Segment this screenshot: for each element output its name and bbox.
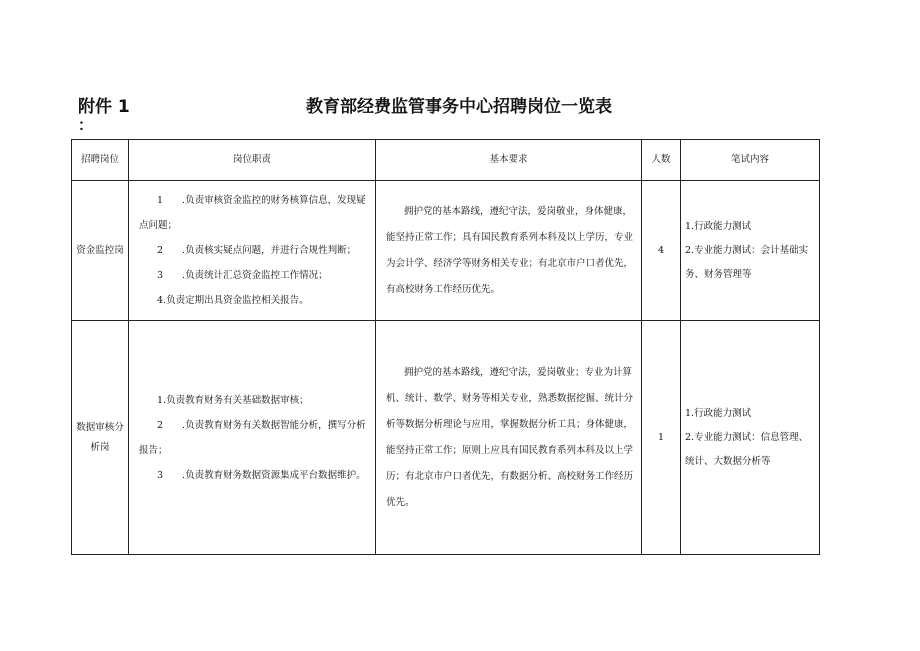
duty-item: 4.负责定期出具资金监控相关报告。	[157, 295, 309, 306]
header-exam: 笔试内容	[681, 140, 820, 181]
header-headcount: 人数	[642, 140, 681, 181]
duties-cell	[129, 321, 376, 555]
requirements-text: 拥护党的基本路线，遵纪守法，爱岗敬业，身体健康，能坚持正常工作；具有国民教育系列本科及以上学历，专业为会计学、经济学等财务相关专业；有北京市户口者优先，有高校财务工作经历优先。	[386, 205, 634, 295]
header-post: 招聘岗位	[72, 140, 129, 181]
duty-item: 1 .负责审核资金监控的财务核算信息，发现疑点问题；	[139, 195, 366, 231]
duties-cell	[129, 181, 376, 321]
table-row	[72, 321, 820, 555]
duty-item: 1.负责教育财务有关基础数据审核；	[157, 394, 309, 406]
header-duties: 岗位职责	[129, 140, 376, 181]
exam-item: 2.专业能力测试：信息管理、统计、大数据分析等	[685, 431, 809, 467]
annex-colon: ：	[78, 116, 94, 134]
requirements-cell	[376, 321, 642, 555]
duty-item: 3 .负责统计汇总资金监控工作情况；	[157, 270, 328, 281]
headcount: 1	[642, 321, 681, 555]
exam-item: 1.行政能力测试	[685, 407, 752, 419]
headcount: 4	[642, 181, 681, 321]
duty-item: 2 .负责核实疑点问题，并进行合规性判断；	[157, 245, 357, 256]
header-requirements: 基本要求	[376, 140, 642, 181]
annex-label: 附件 1	[78, 97, 130, 117]
exam-cell	[681, 181, 820, 321]
post-name: 资金监控岗	[72, 181, 129, 321]
duty-item: 3 .负责教育财务数据资源集成平台数据维护。	[157, 469, 366, 481]
duty-item: 2 .负责教育财务有关数据智能分析，撰写分析报告；	[139, 419, 366, 456]
table-row	[72, 181, 820, 321]
exam-item: 1.行政能力测试	[685, 220, 752, 232]
positions-table	[71, 139, 820, 555]
page-title: 教育部经费监管事务中心招聘岗位一览表	[306, 97, 612, 117]
requirements-cell	[376, 181, 642, 321]
exam-cell	[681, 321, 820, 555]
exam-item: 2.专业能力测试：会计基础实务、财务管理等	[685, 244, 809, 280]
requirements-text: 拥护党的基本路线，遵纪守法，爱岗敬业；专业为计算机、统计、数学、财务等相关专业，熟悉数据挖掘、统计分析等数据分析理论与应用，掌握数据分析工具；身体健康，能坚持正常工作；原则上应具有国民教育系列本科及以上学历；有北京市户口者优先，有数据分析、高校财务工作经历优先。	[386, 366, 634, 508]
table-header-row	[72, 140, 820, 181]
post-name: 数据审核分析岗	[72, 321, 129, 555]
